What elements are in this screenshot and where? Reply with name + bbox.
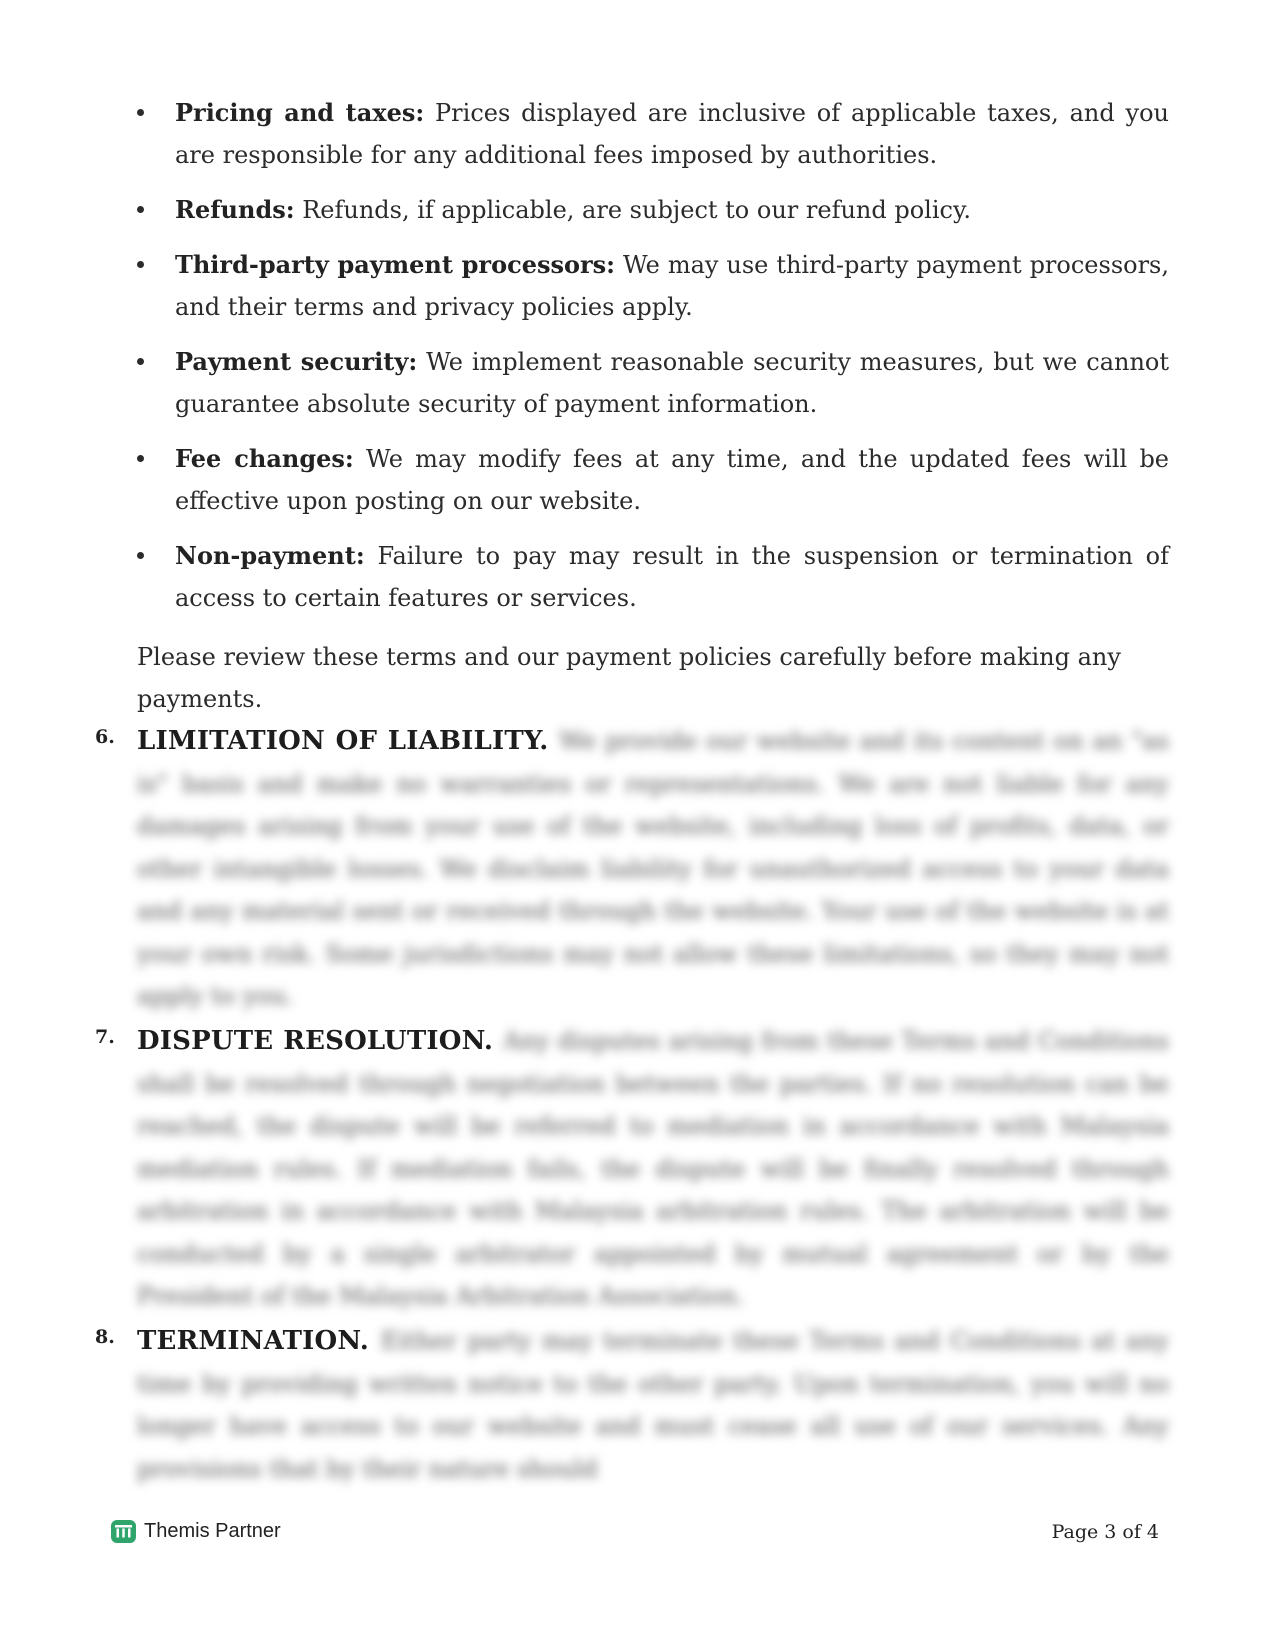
page-footer xyxy=(111,1519,1159,1549)
section-limitation-of-liability xyxy=(95,720,1169,1018)
section-number: 8. xyxy=(95,1326,115,1348)
bullet-icon xyxy=(137,552,144,559)
section-body xyxy=(137,1020,1169,1318)
bullet-label: Third-party payment processors: xyxy=(175,250,616,279)
section-number: 6. xyxy=(95,726,115,748)
list-item xyxy=(137,92,1169,176)
bullet-icon xyxy=(137,455,144,462)
section-heading: TERMINATION. xyxy=(137,1326,381,1356)
brand-name: Themis Partner xyxy=(144,1520,281,1542)
list-item xyxy=(137,189,1169,231)
themis-pillar-logo-icon xyxy=(111,1519,136,1544)
section-termination xyxy=(95,1320,1169,1483)
list-item xyxy=(137,341,1169,425)
bullet-text: Prices displayed are inclusive of applicable taxes, and you are responsible for any additional fees imposed by authorities. xyxy=(175,99,1169,169)
section-text-blurred: Any disputes arising from these Terms and Conditions shall be resolved through negotiation between the parties. If no resolution can be reached, the dispute will be referred to mediation in accordance with Malaysia mediation rules. If mediation fails, the dispute will be finally resolved through arbitration in accordance with Malaysia arbitration rules. The arbitration will be conducted by a single arbitrator appointed by mutual agreement or by the President of the Malaysia Arbitration Association. xyxy=(137,1027,1169,1310)
page-number: Page 3 of 4 xyxy=(1051,1521,1159,1543)
closing-paragraph: Please review these terms and our payment policies carefully before making any payments. xyxy=(137,643,1121,713)
bullet-text: Failure to pay may result in the suspension or termination of access to certain features or services. xyxy=(175,542,1169,612)
section-heading: DISPUTE RESOLUTION. xyxy=(137,1026,504,1056)
section-number: 7. xyxy=(95,1026,115,1048)
bullet-icon xyxy=(137,261,144,268)
bullet-label: Refunds: xyxy=(175,195,295,224)
bullet-label: Fee changes: xyxy=(175,444,354,473)
bullet-text: We may modify fees at any time, and the updated fees will be effective upon posting on our website. xyxy=(175,445,1170,515)
bullet-text: We implement reasonable security measures, but we cannot guarantee absolute security of payment information. xyxy=(175,348,1170,418)
bullet-icon xyxy=(137,358,144,365)
bullet-icon xyxy=(137,109,144,116)
list-item xyxy=(137,244,1169,328)
payment-terms-list xyxy=(137,92,1169,632)
list-item xyxy=(137,438,1169,522)
section-body xyxy=(137,720,1169,1018)
section-text-blurred: Either party may terminate these Terms and Conditions at any time by providing written notice to the other party. Upon termination, you will no longer have access to our website and must cease all use of our services. Any provisions that by their nature should xyxy=(137,1327,1169,1483)
bullet-label: Pricing and taxes: xyxy=(175,98,425,127)
section-dispute-resolution xyxy=(95,1020,1169,1318)
bullet-text: Refunds, if applicable, are subject to our refund policy. xyxy=(294,196,971,224)
section-heading: LIMITATION OF LIABILITY. xyxy=(137,726,560,756)
bullet-label: Non-payment: xyxy=(175,541,365,570)
section-text-blurred: We provide our website and its content on an "as is" basis and make no warranties or representations. We are not liable for any damages arising from your use of the website, including loss of profits, data, or other intangible losses. We disclaim liability for unauthorized access to your data and any material sent or received through the website. Your use of the website is at your own risk. Some jurisdictions may not allow these limitations, so they may not apply to you. xyxy=(137,727,1169,1010)
bullet-label: Payment security: xyxy=(175,347,418,376)
brand xyxy=(111,1519,281,1544)
list-item xyxy=(137,535,1169,619)
section-body xyxy=(137,1320,1169,1490)
bullet-icon xyxy=(137,206,144,213)
bullet-text: We may use third-party payment processors, and their terms and privacy policies apply. xyxy=(175,251,1169,321)
